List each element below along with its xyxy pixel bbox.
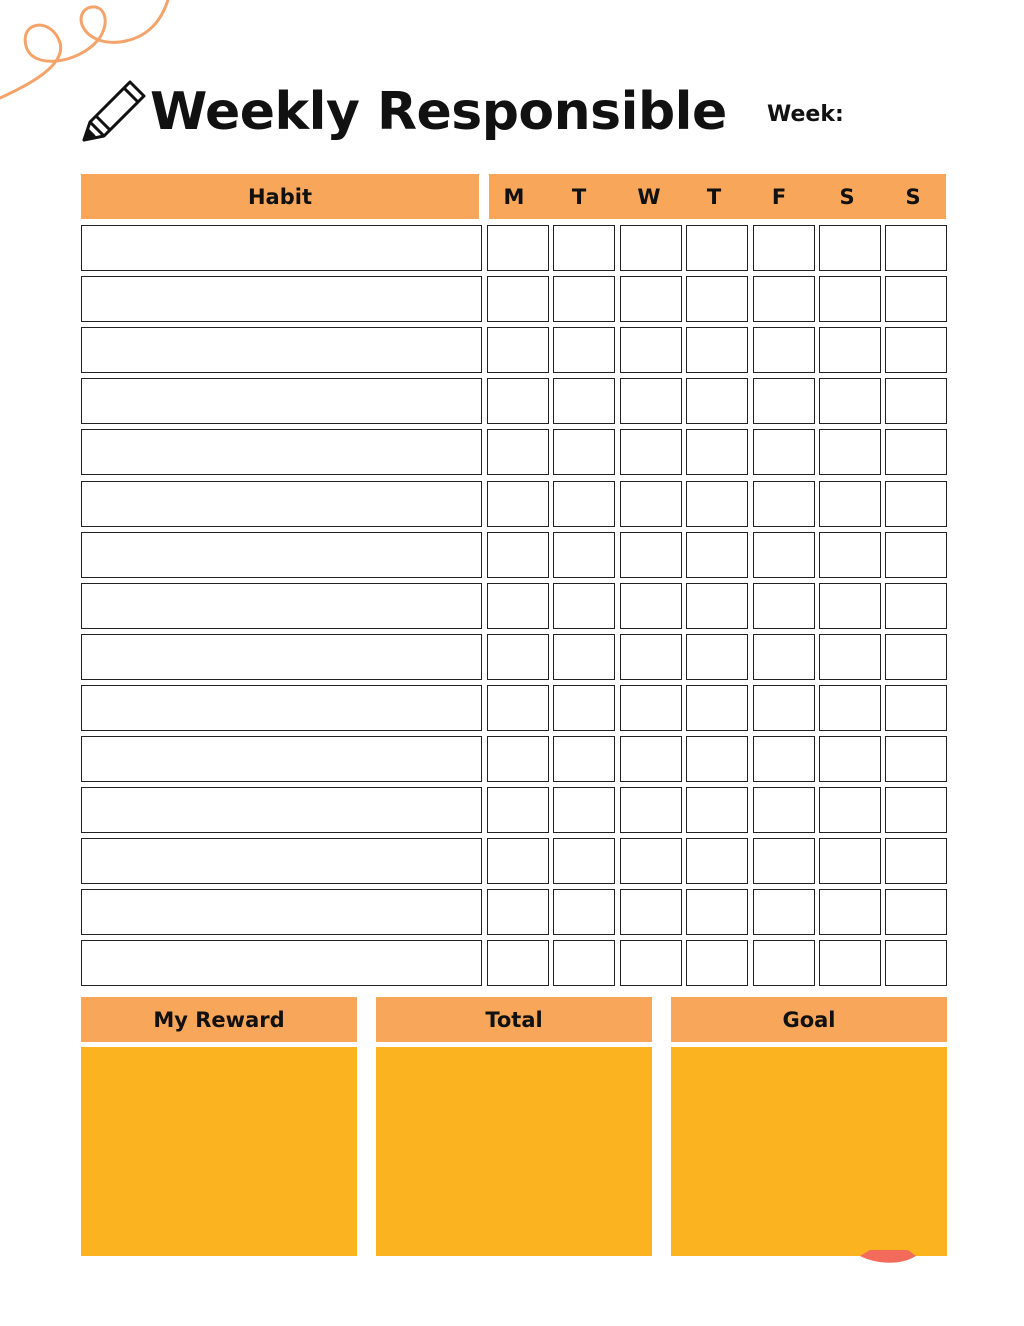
checkbox-sun[interactable] bbox=[885, 634, 947, 680]
checkbox-thu[interactable] bbox=[686, 889, 748, 935]
checkbox-fri[interactable] bbox=[753, 378, 815, 424]
habit-cell[interactable] bbox=[81, 429, 482, 475]
checkbox-tue[interactable] bbox=[553, 736, 615, 782]
checkbox-sun[interactable] bbox=[885, 327, 947, 373]
checkbox-thu[interactable] bbox=[686, 276, 748, 322]
checkbox-sun[interactable] bbox=[885, 685, 947, 731]
checkbox-thu[interactable] bbox=[686, 685, 748, 731]
page-title: Weekly Responsible bbox=[150, 82, 727, 142]
reward-box[interactable] bbox=[81, 1047, 357, 1256]
checkbox-sat[interactable] bbox=[819, 225, 881, 271]
checkbox-tue[interactable] bbox=[553, 634, 615, 680]
days-header bbox=[489, 174, 946, 219]
checkbox-sat[interactable] bbox=[819, 532, 881, 578]
checkbox-mon[interactable] bbox=[487, 736, 549, 782]
checkbox-fri[interactable] bbox=[753, 276, 815, 322]
habit-cell[interactable] bbox=[81, 276, 482, 322]
checkbox-thu[interactable] bbox=[686, 736, 748, 782]
checkbox-wed[interactable] bbox=[620, 685, 682, 731]
checkbox-fri[interactable] bbox=[753, 583, 815, 629]
checkbox-fri[interactable] bbox=[753, 889, 815, 935]
checkbox-sat[interactable] bbox=[819, 327, 881, 373]
day-header-sat: S bbox=[839, 184, 855, 209]
checkbox-mon[interactable] bbox=[487, 634, 549, 680]
checkbox-mon[interactable] bbox=[487, 838, 549, 884]
checkbox-mon[interactable] bbox=[487, 378, 549, 424]
checkbox-sun[interactable] bbox=[885, 940, 947, 986]
corner-decoration bbox=[860, 1250, 920, 1270]
checkbox-wed[interactable] bbox=[620, 787, 682, 833]
day-header-fri: F bbox=[771, 184, 787, 209]
checkbox-wed[interactable] bbox=[620, 225, 682, 271]
checkbox-thu[interactable] bbox=[686, 838, 748, 884]
day-header-mon: M bbox=[503, 184, 525, 209]
habit-cell[interactable] bbox=[81, 378, 482, 424]
checkbox-fri[interactable] bbox=[753, 481, 815, 527]
habit-cell[interactable] bbox=[81, 889, 482, 935]
checkbox-wed[interactable] bbox=[620, 481, 682, 527]
checkbox-mon[interactable] bbox=[487, 276, 549, 322]
checkbox-wed[interactable] bbox=[620, 327, 682, 373]
checkbox-wed[interactable] bbox=[620, 889, 682, 935]
checkbox-mon[interactable] bbox=[487, 225, 549, 271]
checkbox-thu[interactable] bbox=[686, 532, 748, 578]
checkbox-fri[interactable] bbox=[753, 429, 815, 475]
goal-header-label: Goal bbox=[782, 1007, 836, 1032]
checkbox-tue[interactable] bbox=[553, 583, 615, 629]
checkbox-wed[interactable] bbox=[620, 429, 682, 475]
checkbox-tue[interactable] bbox=[553, 838, 615, 884]
checkbox-wed[interactable] bbox=[620, 583, 682, 629]
checkbox-sat[interactable] bbox=[819, 787, 881, 833]
checkbox-sat[interactable] bbox=[819, 378, 881, 424]
reward-header bbox=[81, 997, 357, 1042]
checkbox-mon[interactable] bbox=[487, 940, 549, 986]
checkbox-tue[interactable] bbox=[553, 327, 615, 373]
day-header-thu: T bbox=[706, 184, 722, 209]
checkbox-sun[interactable] bbox=[885, 583, 947, 629]
total-header-label: Total bbox=[485, 1007, 543, 1032]
checkbox-wed[interactable] bbox=[620, 532, 682, 578]
checkbox-mon[interactable] bbox=[487, 429, 549, 475]
checkbox-tue[interactable] bbox=[553, 225, 615, 271]
checkbox-sun[interactable] bbox=[885, 225, 947, 271]
checkbox-sat[interactable] bbox=[819, 889, 881, 935]
checkbox-tue[interactable] bbox=[553, 378, 615, 424]
habit-cell[interactable] bbox=[81, 583, 482, 629]
checkbox-sat[interactable] bbox=[819, 940, 881, 986]
checkbox-wed[interactable] bbox=[620, 634, 682, 680]
checkbox-fri[interactable] bbox=[753, 736, 815, 782]
checkbox-mon[interactable] bbox=[487, 685, 549, 731]
checkbox-fri[interactable] bbox=[753, 532, 815, 578]
total-header bbox=[376, 997, 652, 1042]
checkbox-sat[interactable] bbox=[819, 276, 881, 322]
goal-box[interactable] bbox=[671, 1047, 947, 1256]
day-header-tue: T bbox=[571, 184, 587, 209]
checkbox-thu[interactable] bbox=[686, 481, 748, 527]
checkbox-sat[interactable] bbox=[819, 634, 881, 680]
checkbox-sat[interactable] bbox=[819, 685, 881, 731]
checkbox-sun[interactable] bbox=[885, 276, 947, 322]
habit-cell[interactable] bbox=[81, 327, 482, 373]
checkbox-fri[interactable] bbox=[753, 225, 815, 271]
habit-cell[interactable] bbox=[81, 787, 482, 833]
habit-cell[interactable] bbox=[81, 532, 482, 578]
checkbox-fri[interactable] bbox=[753, 685, 815, 731]
checkbox-sat[interactable] bbox=[819, 583, 881, 629]
checkbox-mon[interactable] bbox=[487, 327, 549, 373]
pencil-icon bbox=[80, 76, 150, 146]
habit-cell[interactable] bbox=[81, 940, 482, 986]
checkbox-sun[interactable] bbox=[885, 378, 947, 424]
total-box[interactable] bbox=[376, 1047, 652, 1256]
checkbox-thu[interactable] bbox=[686, 583, 748, 629]
checkbox-tue[interactable] bbox=[553, 685, 615, 731]
checkbox-sun[interactable] bbox=[885, 429, 947, 475]
habit-cell[interactable] bbox=[81, 736, 482, 782]
checkbox-sun[interactable] bbox=[885, 532, 947, 578]
checkbox-tue[interactable] bbox=[553, 481, 615, 527]
checkbox-wed[interactable] bbox=[620, 378, 682, 424]
habit-cell[interactable] bbox=[81, 685, 482, 731]
checkbox-wed[interactable] bbox=[620, 838, 682, 884]
checkbox-thu[interactable] bbox=[686, 327, 748, 373]
goal-header bbox=[671, 997, 947, 1042]
checkbox-thu[interactable] bbox=[686, 225, 748, 271]
habit-cell[interactable] bbox=[81, 225, 482, 271]
checkbox-fri[interactable] bbox=[753, 634, 815, 680]
checkbox-sun[interactable] bbox=[885, 736, 947, 782]
checkbox-thu[interactable] bbox=[686, 787, 748, 833]
checkbox-mon[interactable] bbox=[487, 583, 549, 629]
checkbox-sat[interactable] bbox=[819, 481, 881, 527]
checkbox-thu[interactable] bbox=[686, 634, 748, 680]
checkbox-wed[interactable] bbox=[620, 276, 682, 322]
habit-header-label: Habit bbox=[247, 184, 312, 209]
checkbox-wed[interactable] bbox=[620, 736, 682, 782]
checkbox-sat[interactable] bbox=[819, 429, 881, 475]
checkbox-mon[interactable] bbox=[487, 532, 549, 578]
checkbox-fri[interactable] bbox=[753, 838, 815, 884]
checkbox-sat[interactable] bbox=[819, 838, 881, 884]
checkbox-mon[interactable] bbox=[487, 787, 549, 833]
checkbox-mon[interactable] bbox=[487, 481, 549, 527]
checkbox-mon[interactable] bbox=[487, 889, 549, 935]
checkbox-sun[interactable] bbox=[885, 838, 947, 884]
checkbox-tue[interactable] bbox=[553, 787, 615, 833]
checkbox-tue[interactable] bbox=[553, 276, 615, 322]
checkbox-sat[interactable] bbox=[819, 736, 881, 782]
checkbox-wed[interactable] bbox=[620, 940, 682, 986]
checkbox-sun[interactable] bbox=[885, 787, 947, 833]
checkbox-tue[interactable] bbox=[553, 940, 615, 986]
checkbox-tue[interactable] bbox=[553, 889, 615, 935]
habit-cell[interactable] bbox=[81, 634, 482, 680]
checkbox-sun[interactable] bbox=[885, 481, 947, 527]
day-header-wed: W bbox=[637, 184, 661, 209]
habit-cell[interactable] bbox=[81, 481, 482, 527]
checkbox-fri[interactable] bbox=[753, 327, 815, 373]
checkbox-tue[interactable] bbox=[553, 429, 615, 475]
checkbox-thu[interactable] bbox=[686, 429, 748, 475]
checkbox-thu[interactable] bbox=[686, 940, 748, 986]
reward-header-label: My Reward bbox=[153, 1007, 285, 1032]
checkbox-sun[interactable] bbox=[885, 889, 947, 935]
checkbox-tue[interactable] bbox=[553, 532, 615, 578]
habit-header bbox=[81, 174, 479, 219]
checkbox-thu[interactable] bbox=[686, 378, 748, 424]
habit-cell[interactable] bbox=[81, 838, 482, 884]
checkbox-fri[interactable] bbox=[753, 940, 815, 986]
week-label: Week: bbox=[767, 102, 844, 127]
checkbox-fri[interactable] bbox=[753, 787, 815, 833]
day-header-sun: S bbox=[905, 184, 921, 209]
